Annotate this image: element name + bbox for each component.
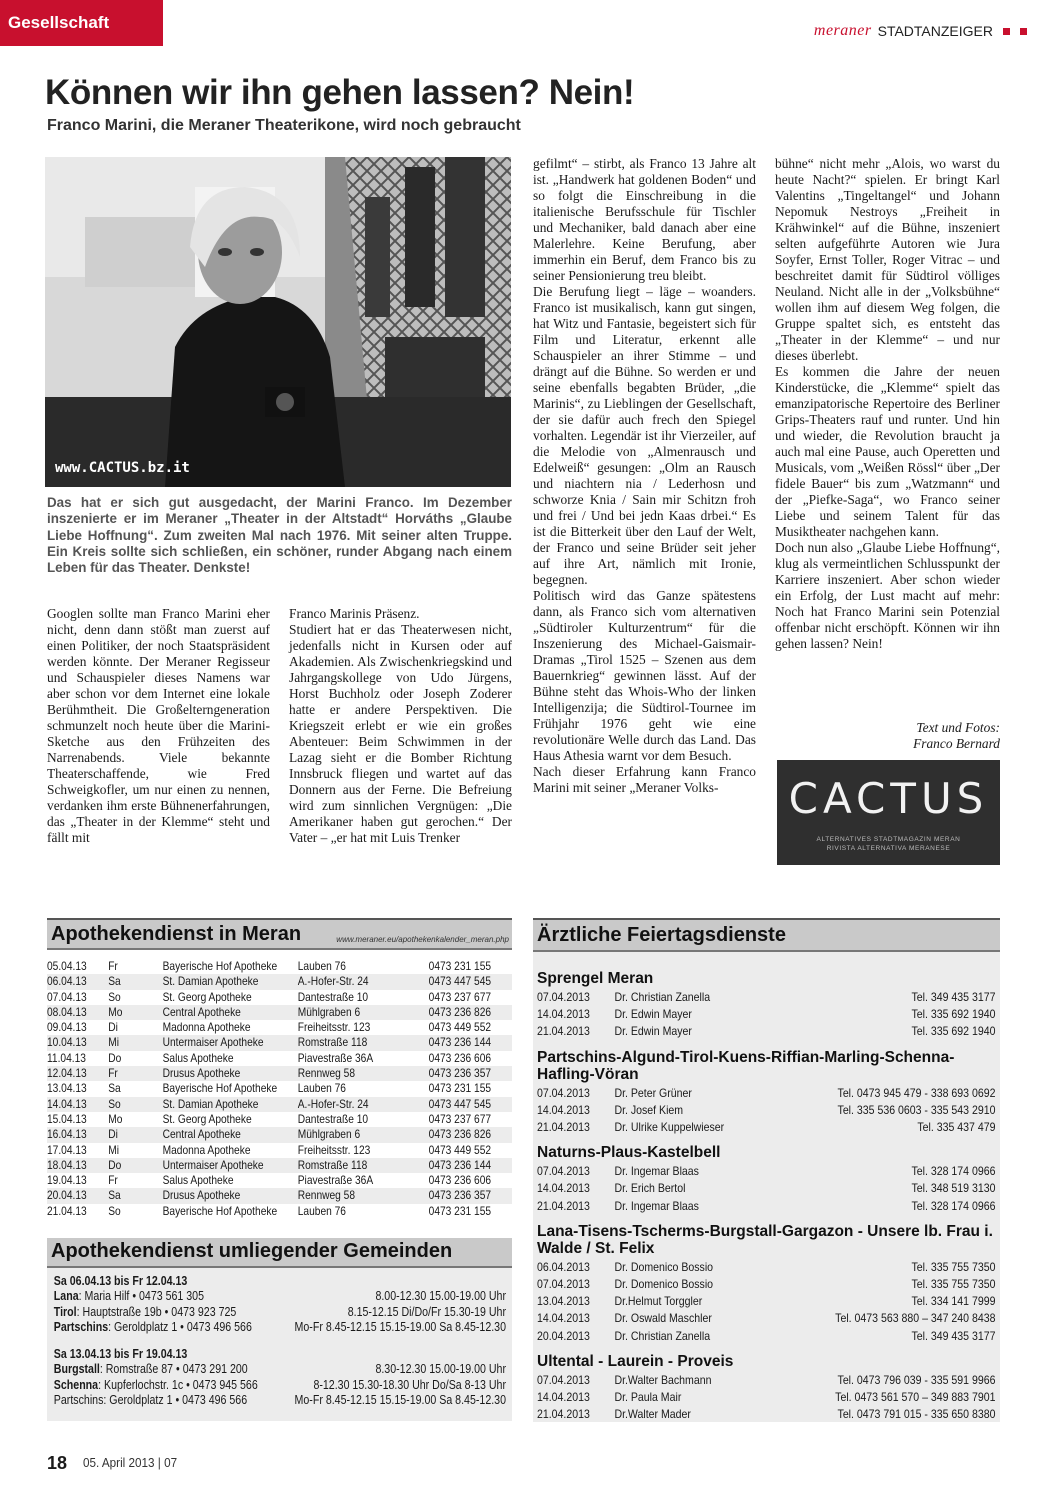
table-cell: 11.04.13: [47, 1050, 86, 1065]
masthead: [814, 22, 1027, 40]
paragraph: Die Berufung liegt – läge – woanders. Franco ist musikalisch, kann gut singen, hat Witz und Fantasie, begeistert sich für Film und Literatur, erkennt alle Schauspieler an ihrer Stimme – und drängt auf die Bühne. So werden er und seine ebenfalls begabten Brüder, „die Marinis“, zu Lieblingen der Gesellschaft, der sie dafür auch frech den Spiegel vorhalten. Legendär ist ihr Vierzeiler, auf die Melodie von „Almenrausch und Edelweiß“ gesungen: „Olm an Rausch und niachtern nia / Lederhosn und schworze Knia / Sain mir Schitzn froh und frei / Und bei jedn Kaas drbei.“ Es ist die Bitterkeit über den Lauf der Welt, der Franco und seine Brüder seit jeher auf ihre Art, nämlich mit Ironie, begegnen.: [533, 284, 756, 587]
duty-date: 07.04.2013: [537, 990, 590, 1004]
table-row: [47, 1005, 512, 1020]
pharmacy-place: Lana: [53, 1289, 79, 1304]
article-column-3: [533, 156, 756, 796]
doctor-row: [537, 1328, 995, 1345]
table-row: [47, 1158, 512, 1173]
doctor-name: Dr. Edwin Mayer: [614, 1024, 692, 1039]
table-row: [47, 1173, 512, 1188]
table-cell: Mühlgraben 6: [297, 1127, 361, 1142]
table-cell: 18.04.13: [47, 1157, 87, 1172]
table-cell: Mi: [108, 1142, 119, 1157]
doctors-box: [533, 952, 1000, 1422]
schedule-line: [54, 1289, 506, 1304]
doctor-row: [537, 1406, 995, 1423]
pharmacy-address: Lana: Maria Hilf • 0473 561 305: [53, 1289, 205, 1304]
duty-date: 14.04.2013: [537, 1007, 590, 1022]
table-cell: 0473 236 144: [428, 1035, 492, 1050]
doctor-name: Dr. Ingemar Blaas: [614, 1198, 699, 1213]
table-cell: Lauben 76: [297, 959, 346, 973]
doctor-row: [537, 1006, 995, 1023]
duty-date: 21.04.2013: [537, 1198, 590, 1213]
section-tag: Gesellschaft: [0, 0, 163, 46]
table-cell: 0473 237 677: [428, 1111, 492, 1126]
doctor-phone: Tel. 335 692 1940: [911, 1024, 996, 1039]
doctor-phone: Tel. 328 174 0966: [911, 1164, 996, 1179]
doctor-group: [537, 1223, 994, 1345]
table-cell: Mo: [108, 1111, 123, 1126]
doctor-row: [537, 1085, 995, 1102]
doctor-name: Dr. Ulrike Kuppelwieser: [614, 1120, 725, 1135]
opening-hours: 8.15-12.15 Di/Do/Fr 15.30-19 Uhr: [347, 1304, 506, 1319]
duty-date: 13.04.2013: [537, 1294, 590, 1309]
doctor-row: [537, 1276, 995, 1293]
duty-date: 07.04.2013: [537, 1164, 590, 1179]
table-cell: 0473 231 155: [428, 1203, 492, 1218]
table-row: [47, 1097, 512, 1112]
doctor-name: Dr. Ingemar Blaas: [614, 1164, 699, 1179]
table-cell: 19.04.13: [47, 1173, 87, 1188]
paragraph: Franco Marinis Präsenz.: [289, 606, 420, 621]
table-cell: Di: [108, 1127, 118, 1142]
table-cell: 20.04.13: [47, 1188, 87, 1203]
table-cell: Do: [108, 1050, 122, 1065]
table-cell: 06.04.13: [47, 974, 87, 989]
portrait-photo: [45, 157, 511, 487]
article-column-2: [289, 606, 512, 846]
table-cell: Lauben 76: [297, 1081, 346, 1096]
table-cell: Drusus Apotheke: [162, 1066, 241, 1081]
table-row: [47, 1081, 512, 1096]
schedule-line: [54, 1378, 506, 1393]
pharmacy-place: Tirol: [53, 1304, 77, 1319]
schedule-heading: Sa 13.04.13 bis Fr 19.04.13: [53, 1347, 188, 1362]
table-cell: Untermaiser Apotheke: [162, 1035, 264, 1050]
table-cell: 08.04.13: [47, 1004, 87, 1019]
doctor-phone: Tel. 335 755 7350: [911, 1259, 996, 1274]
doctor-phone: Tel. 328 174 0966: [911, 1198, 996, 1213]
schedule-line: [54, 1362, 506, 1377]
doctor-name: Dr. Christian Zanella: [614, 1328, 711, 1343]
credit-line: Text und Fotos:: [916, 720, 1000, 735]
duty-date: 07.04.2013: [537, 1372, 590, 1387]
doctor-name: Dr. Erich Bertol: [614, 1181, 686, 1196]
table-row: [47, 1188, 512, 1203]
table-row: [47, 1112, 512, 1127]
table-cell: 15.04.13: [47, 1111, 87, 1126]
doctor-phone: Tel. 348 519 3130: [911, 1181, 996, 1196]
cactus-ad: [777, 760, 1000, 865]
paragraph: Nach dieser Erfahrung kann Franco Marini mit seiner „Meraner Volks-: [533, 764, 756, 795]
table-cell: 21.04.13: [47, 1203, 87, 1218]
table-row: [47, 1020, 512, 1035]
photo-caption: Das hat er sich gut ausgedacht, der Marini Franco. Im Dezember inszenierte er im Meraner „Theater in der Altstadt“ Horváths „Glaube Liebe Hoffnung“. Zum zweiten Mal nach 1976. Mit seiner alten Truppe. Ein Kreis sollte sich schließen, ein schöner, runder Abgang nach einem Leben für das Theater. Denkste!: [47, 495, 512, 576]
table-cell: Piavestraße 36A: [297, 1050, 374, 1065]
doctor-name: Dr.Walter Bachmann: [614, 1372, 712, 1387]
duty-date: 21.04.2013: [537, 1407, 590, 1422]
table-cell: 0473 447 545: [428, 974, 492, 989]
duty-date: 07.04.2013: [537, 1085, 590, 1100]
table-row: [47, 1066, 512, 1081]
doctor-phone: Tel. 335 755 7350: [911, 1277, 996, 1292]
schedule-line: [54, 1393, 506, 1408]
photo-illustration: [45, 157, 511, 487]
table-cell: 10.04.13: [47, 1035, 87, 1050]
issue-date: 05. April 2013 | 07: [83, 1455, 178, 1470]
group-heading: Naturns-Plaus-Kastelbell: [537, 1144, 721, 1162]
doctor-group: [537, 1353, 994, 1424]
pharmacy-address: Burgstall: Romstraße 87 • 0473 291 200: [53, 1362, 248, 1377]
pharmacy-address: Tirol: Hauptstraße 19b • 0473 923 725: [53, 1304, 237, 1319]
duty-date: 21.04.2013: [537, 1024, 590, 1039]
table-cell: 16.04.13: [47, 1127, 87, 1142]
table-cell: Freiheitsstr. 123: [297, 1142, 371, 1157]
doctor-name: Dr. Oswald Maschler: [614, 1311, 712, 1326]
table-cell: Fr: [108, 1173, 118, 1188]
table-cell: Fr: [108, 959, 118, 973]
table-cell: Rennweg 58: [297, 1066, 356, 1081]
table-cell: So: [108, 989, 121, 1004]
cactus-logo: CACTUS: [788, 774, 989, 823]
nearby-pharmacy-box: [47, 1268, 512, 1421]
table-cell: 0473 236 826: [428, 1127, 492, 1142]
pharmacy-place: Partschins: [53, 1319, 109, 1334]
doctor-name: Dr. Domenico Bossio: [614, 1259, 714, 1274]
pharmacy-place: Schenna: [53, 1377, 99, 1392]
table-cell: St. Damian Apotheke: [162, 1096, 259, 1111]
nearby-pharmacy-header: Apothekendienst umliegender Gemeinden: [47, 1238, 512, 1268]
opening-hours: 8.00-12.30 15.00-19.00 Uhr: [375, 1289, 506, 1304]
pharmacy-title: Apothekendienst in Meran: [51, 923, 302, 945]
table-cell: A.-Hofer-Str. 24: [297, 1096, 369, 1111]
table-cell: Lauben 76: [297, 1203, 346, 1218]
headline: Können wir ihn gehen lassen? Nein!: [45, 73, 635, 112]
doctor-name: Dr. Paula Mair: [614, 1390, 682, 1405]
pharmacy-place: Burgstall: [53, 1362, 100, 1377]
table-row: [47, 990, 512, 1005]
opening-hours: Mo-Fr 8.45-12.15 15.15-19.00 Sa 8.45-12.30: [294, 1319, 506, 1334]
table-cell: Madonna Apotheke: [162, 1142, 251, 1157]
doctor-group: [537, 970, 994, 1041]
masthead-name: STADTANZEIGER: [877, 23, 993, 39]
table-cell: St. Damian Apotheke: [162, 974, 259, 989]
table-row: [47, 1204, 512, 1219]
table-cell: 0473 236 826: [428, 1004, 492, 1019]
duty-date: 21.04.2013: [537, 1120, 590, 1135]
doctors-header: Ärztliche Feiertagsdienste: [533, 920, 1000, 952]
doctor-phone: Tel. 0473 561 570 – 349 883 7901: [835, 1390, 996, 1405]
table-cell: Mi: [108, 1035, 119, 1050]
page-number: 18: [47, 1453, 68, 1473]
schedule-heading: Sa 06.04.13 bis Fr 12.04.13: [53, 1274, 188, 1288]
credit-line: Franco Bernard: [913, 736, 1000, 751]
pharmacy-address: Schenna: Kupferlochstr. 1c • 0473 945 566: [53, 1377, 258, 1392]
group-heading: Lana-Tisens-Tscherms-Burgstall-Gargazon - Unsere lb. Frau i. Walde / St. Felix: [537, 1222, 993, 1257]
doctor-phone: Tel. 0473 796 039 - 335 591 9966: [837, 1372, 996, 1387]
paragraph: Doch nun also „Glaube Liebe Hoffnung“, klug als vermeintlichen Schlusspunkt der Karriere inszeniert. Aber schon wieder ein Erfolg, der Lust macht auf mehr: Noch hat Franco Marini sein Potenzial offenbar nicht erschöpft. Können wir ihn gehen lassen? Nein!: [775, 540, 1000, 651]
table-row: [47, 959, 512, 974]
table-cell: Fr: [108, 1066, 118, 1081]
schedule-block: [54, 1347, 506, 1408]
doctor-row: [537, 989, 995, 1006]
table-cell: Sa: [108, 1188, 121, 1203]
table-cell: Bayerische Hof Apotheke: [162, 1203, 278, 1218]
table-cell: 0473 447 545: [428, 1096, 492, 1111]
table-cell: Do: [108, 1157, 122, 1172]
table-cell: 09.04.13: [47, 1020, 87, 1035]
square-icon: [1003, 28, 1010, 35]
table-cell: 0473 449 552: [428, 1142, 492, 1157]
doctor-name: Dr. Domenico Bossio: [614, 1277, 714, 1292]
opening-hours: Mo-Fr 8.45-12.15 15.15-19.00 Sa 8.45-12.30: [294, 1393, 506, 1408]
doctor-group: [537, 1049, 994, 1137]
table-cell: 07.04.13: [47, 989, 87, 1004]
doctor-row: [537, 1119, 995, 1136]
duty-date: 14.04.2013: [537, 1311, 590, 1326]
table-cell: 0473 236 606: [428, 1173, 492, 1188]
pharmacy-table: [47, 959, 492, 1219]
table-cell: Mühlgraben 6: [297, 1004, 361, 1019]
doctor-row: [537, 1198, 995, 1215]
doctor-phone: Tel. 335 536 0603 - 335 543 2910: [837, 1102, 996, 1117]
table-cell: 0473 236 606: [428, 1050, 492, 1065]
doctor-name: Dr.Helmut Torggler: [614, 1294, 703, 1309]
doctor-row: [537, 1163, 995, 1180]
doctor-phone: Tel. 349 435 3177: [911, 1328, 996, 1343]
square-icon: [1020, 28, 1027, 35]
doctor-group: [537, 1144, 994, 1215]
pharmacy-header: [47, 920, 512, 950]
doctor-phone: Tel. 0473 563 880 – 347 240 8438: [835, 1311, 996, 1326]
schedule-line: [54, 1305, 506, 1320]
doctor-name: Dr. Christian Zanella: [614, 990, 711, 1004]
table-cell: Dantestraße 10: [297, 989, 369, 1004]
table-cell: 05.04.13: [47, 959, 87, 973]
table-cell: Piavestraße 36A: [297, 1173, 374, 1188]
doctor-name: Dr. Edwin Mayer: [614, 1007, 692, 1022]
article-column-1: [47, 606, 270, 846]
table-cell: Untermaiser Apotheke: [162, 1157, 264, 1172]
table-cell: Romstraße 118: [297, 1035, 368, 1050]
pharmacy-address: Partschins: Geroldplatz 1 • 0473 496 566: [53, 1319, 252, 1334]
table-cell: 12.04.13: [47, 1066, 87, 1081]
doctor-name: Dr. Peter Grüner: [614, 1085, 692, 1100]
table-row: [47, 1143, 512, 1158]
table-cell: Dantestraße 10: [297, 1111, 369, 1126]
table-cell: St. Georg Apotheke: [162, 1111, 252, 1126]
doctor-row: [537, 1372, 995, 1389]
table-cell: Madonna Apotheke: [162, 1020, 251, 1035]
table-cell: Salus Apotheke: [162, 1050, 234, 1065]
group-heading: Ultental - Laurein - Proveis: [537, 1352, 734, 1370]
table-cell: Sa: [108, 974, 121, 989]
table-cell: 13.04.13: [47, 1081, 87, 1096]
table-cell: Central Apotheke: [162, 1127, 241, 1142]
pharmacy-address: Partschins: Geroldplatz 1 • 0473 496 566: [53, 1393, 248, 1408]
table-cell: Sa: [108, 1081, 121, 1096]
schedule-block: [54, 1274, 506, 1335]
doctor-phone: Tel. 349 435 3177: [911, 990, 996, 1004]
doctor-phone: Tel. 335 437 479: [917, 1120, 996, 1135]
ad-line: RIVISTA ALTERNATIVA MERANESE: [826, 845, 951, 852]
opening-hours: 8-12.30 15.30-18.30 Uhr Do/Sa 8-13 Uhr: [313, 1377, 506, 1392]
doctor-row: [537, 1023, 995, 1040]
table-cell: Drusus Apotheke: [162, 1188, 241, 1203]
paragraph: gefilmt“ – stirbt, als Franco 13 Jahre alt ist. „Handwerk hat goldenen Boden“ und so folgt die Einschreibung in die italienische Berufsschule für Tischler und Mechaniker, bald danach aber eine Malerlehre. Keine Berufung, aber immerhin ein Beruf, dem Franco bis zu seiner Pensionierung treu bleibt.: [533, 156, 756, 283]
subheadline: Franco Marini, die Meraner Theaterikone, wird noch gebraucht: [47, 117, 521, 134]
table-row: [47, 974, 512, 989]
table-cell: 0473 449 552: [428, 1020, 492, 1035]
table-cell: Mo: [108, 1004, 123, 1019]
table-cell: Central Apotheke: [162, 1004, 241, 1019]
table-row: [47, 1051, 512, 1066]
table-cell: 0473 231 155: [428, 959, 492, 973]
duty-date: 20.04.2013: [537, 1328, 590, 1343]
doctor-name: Dr. Josef Kiem: [614, 1102, 684, 1117]
photo-watermark: www.CACTUS.bz.it: [55, 460, 190, 476]
table-cell: 0473 231 155: [428, 1081, 492, 1096]
masthead-brand: meraner: [813, 22, 872, 39]
opening-hours: 8.30-12.30 15.00-19.00 Uhr: [375, 1362, 506, 1377]
table-cell: So: [108, 1096, 121, 1111]
doctor-phone: Tel. 0473 945 479 - 338 693 0692: [837, 1085, 996, 1100]
table-cell: St. Georg Apotheke: [162, 989, 252, 1004]
table-cell: 17.04.13: [47, 1142, 87, 1157]
table-cell: Rennweg 58: [297, 1188, 356, 1203]
doctor-row: [537, 1293, 995, 1310]
duty-date: 07.04.2013: [537, 1277, 590, 1292]
table-cell: 14.04.13: [47, 1096, 87, 1111]
group-heading: Sprengel Meran: [537, 970, 654, 987]
table-row: [47, 1127, 512, 1142]
doctor-row: [537, 1310, 995, 1327]
table-cell: 0473 236 357: [428, 1188, 492, 1203]
paragraph: bühne“ nicht mehr „Alois, wo warst du heute Nacht?“ spielen. Er bringt Karl Valentins „Tingeltangel“ und Johann Nepomuk Nestroys „Freiheit in Krähwinkel“ auf die Bühne, inszeniert selten aufgeführte Autoren wie Jura Soyfer, Ernst Toller, Roger Vitrac – und beschreitet damit für Südtirol völliges Neuland. Nicht alle in der „Volksbühne“ wollen ihm auf diesem Weg folgen, die Gruppe spaltet sich, es entsteht das „Theater in der Klemme“ – und nur dieses überlebt.: [775, 156, 1000, 363]
doctor-row: [537, 1259, 995, 1276]
doctor-name: Dr.Walter Mader: [614, 1407, 691, 1422]
table-cell: So: [108, 1203, 121, 1218]
paragraph: Politisch wird das Ganze spätestens dann, als Franco sich vom alternativen „Südtiroler Kulturzentrum“ für die Inszenierung des Michael-Gaismair-Dramas „Tirol 1525 – Szenen aus dem Bauernkrieg“ gewinnen lässt. Auf der Bühne steht das Whois-Who der linken Intelligenzija; die Südtirol-Tournee im Frühjahr 1976 geht wie eine revolutionäre Welle durch das Land. Das Haus Athesia warnt vor dem Besuch.: [533, 588, 756, 763]
ad-line: ALTERNATIVES STADTMAGAZIN MERAN: [816, 836, 961, 843]
duty-date: 06.04.2013: [537, 1259, 590, 1274]
table-cell: Di: [108, 1020, 118, 1035]
table-cell: Bayerische Hof Apotheke: [162, 1081, 278, 1096]
pharmacy-url[interactable]: www.meraner.eu/apothekenkalender_meran.php: [336, 935, 509, 944]
paragraph: Studiert hat er das Theaterwesen nicht, jedenfalls nicht in Kursen oder auf Akademien. Als Zwischenkriegskind und Jahrgangskollege von Udo Jürgens, Horst Buchholz oder Joseph Zoderer hatte er andere Perspektiven. Die Kriegszeit erlebt er wie ein großes Abenteuer: Beim Schwimmen in der Lazag sieht er die Bomber Richtung Innsbruck fliegen und wartet auf das Donnern aus der Ferne. Die Befreiung wird zum sinnlichen Vergnügen: „Die Amerikaner haben gut gerochen.“ Der Vater – „er hat mit Luis Trenker: [289, 622, 512, 845]
paragraph: Googlen sollte man Franco Marini eher nicht, denn dann stößt man zuerst auf einen Politiker, der noch Staatspräsident werden könnte. Der Meraner Regisseur und Schauspieler dieses Namens war aber schon vor dem Internet eine lokale Berühmtheit. Die Großelterngeneration schmunzelt noch heute über die Marini-Sketche aus den Frühzeiten des Narrenabends. Viele bekannte Theaterschaffende, wie Fred Schweigkofler, um nur einen zu nennen, verdanken ihm erste Bühnenerfahrungen, das „Theater in der Klemme“ steht und fällt mit: [47, 606, 270, 845]
doctor-row: [537, 1102, 995, 1119]
table-cell: Bayerische Hof Apotheke: [162, 959, 278, 973]
author-credit: [775, 720, 1000, 752]
table-cell: Romstraße 118: [297, 1157, 368, 1172]
doctor-row: [537, 1180, 995, 1197]
article-column-4: [775, 156, 1000, 652]
table-cell: 0473 236 144: [428, 1157, 492, 1172]
table-row: [47, 1035, 512, 1050]
doctor-phone: Tel. 334 141 7999: [911, 1294, 996, 1309]
duty-date: 14.04.2013: [537, 1390, 590, 1405]
duty-date: 14.04.2013: [537, 1181, 590, 1196]
schedule-line: [54, 1320, 506, 1335]
paragraph: Es kommen die Jahre der neuen Kinderstücke, die „Klemme“ spielt das emanzipatorische Repertoire des Berliner Grips-Theaters rauf und runter. Und hin und wieder, die Revolution braucht ja auch mal eine Pause, auch Operetten und Musicals, vom „Weißen Rössl“ über „Der fidele Bauer“ bis zum „Watzmann“ und der „Piefke-Saga“, wo Franco seiner Liebe und seinem Talent für das Musiktheater nachgehen kann.: [775, 364, 1000, 539]
table-cell: A.-Hofer-Str. 24: [297, 974, 369, 989]
doctor-phone: Tel. 335 692 1940: [911, 1007, 996, 1022]
table-cell: Salus Apotheke: [162, 1173, 234, 1188]
group-heading: Partschins-Algund-Tirol-Kuens-Riffian-Marling-Schenna-Hafling-Vöran: [537, 1048, 955, 1083]
duty-date: 14.04.2013: [537, 1102, 590, 1117]
doctor-row: [537, 1389, 995, 1406]
doctor-phone: Tel. 0473 791 015 - 335 650 8380: [837, 1407, 996, 1422]
table-cell: Freiheitsstr. 123: [297, 1020, 371, 1035]
table-cell: 0473 237 677: [428, 989, 492, 1004]
table-cell: 0473 236 357: [428, 1066, 492, 1081]
